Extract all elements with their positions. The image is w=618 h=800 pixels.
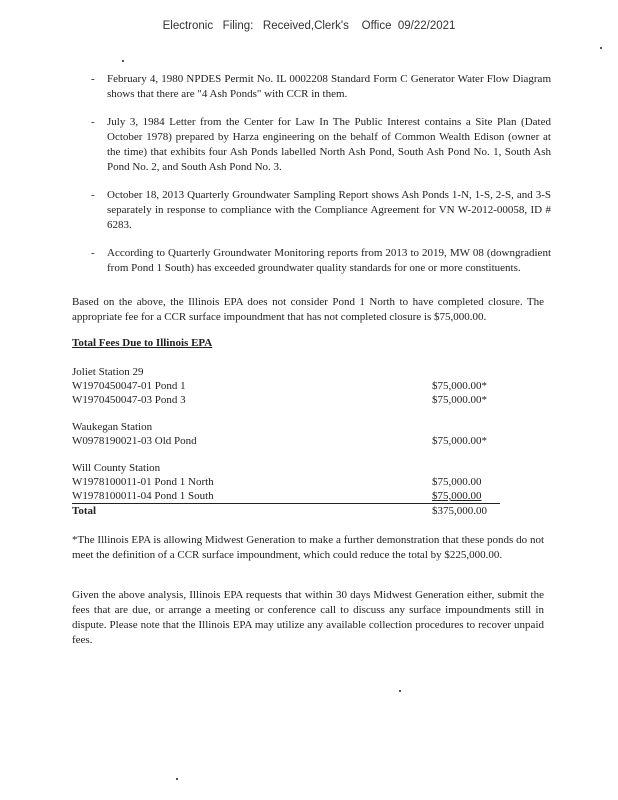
- fee-amount: $75,000.00*: [432, 435, 487, 447]
- list-item: [91, 188, 551, 233]
- list-item: [91, 115, 551, 175]
- fee-amount: $75,000.00: [432, 476, 482, 488]
- pond-label: W1978100011-04 Pond 1 South: [72, 490, 214, 502]
- evidence-list: [91, 72, 551, 289]
- total-label: Total: [72, 505, 97, 517]
- list-item: [91, 246, 551, 276]
- filing-header: Electronic Filing: Received,Clerk's Office 09/22/2021: [162, 20, 456, 32]
- fee-amount: $75,000.00*: [432, 380, 487, 392]
- pond-label: W1978100011-01 Pond 1 North: [72, 476, 214, 488]
- scan-speck: [122, 60, 124, 62]
- station-name: Will County Station: [72, 462, 161, 474]
- request-paragraph: Given the above analysis, Illinois EPA requests that within 30 days Midwest Generation either, submit the fees that are due, or arrange a meeting or conference call to discuss any surface impoundments still in dispute. Please note that the Illinois EPA may utilize any available collection procedures to recover unpaid fees.: [72, 589, 544, 646]
- bullet-dash: -: [91, 116, 95, 128]
- pond-label: W1970450047-03 Pond 3: [72, 394, 186, 406]
- list-item: [91, 72, 551, 102]
- bullet-dash: -: [91, 73, 95, 85]
- scan-speck: [399, 690, 401, 692]
- bullet-dash: -: [91, 247, 95, 259]
- table-row: [72, 475, 500, 489]
- conclusion-paragraph: Based on the above, the Illinois EPA does not consider Pond 1 North to have completed closure. The appropriate fee for a CCR surface impoundment that has not completed closure is $75,000.00.: [72, 296, 544, 323]
- footnote-paragraph: *The Illinois EPA is allowing Midwest Generation to make a further demonstration that these ponds do not meet the definition of a CCR surface impoundment, which could reduce the total by $225,000.00.: [72, 534, 544, 561]
- fees-table: [72, 365, 500, 518]
- station-block: [72, 420, 500, 448]
- station-name: Joliet Station 29: [72, 366, 144, 378]
- bullet-text: July 3, 1984 Letter from the Center for Law In The Public Interest contains a Site Plan (Dated October 1978) prepared by Harza engineering on the behalf of Common Wealth Edison (owner at the time) that exhibits four Ash Ponds labelled North Ash Pond, South Ash Pond No. 1, South Ash Pond No. 2, and South Ash Pond No. 3.: [107, 116, 551, 173]
- fee-amount: $75,000.00: [432, 490, 482, 502]
- total-amount: $375,000.00: [432, 505, 487, 517]
- pond-label: W0978190021-03 Old Pond: [72, 435, 197, 447]
- station-name: Waukegan Station: [72, 421, 153, 433]
- bullet-text: According to Quarterly Groundwater Monitoring reports from 2013 to 2019, MW 08 (downgradient from Pond 1 South) has exceeded groundwater quality standards for one or more constituents.: [107, 247, 551, 274]
- total-row: [72, 503, 500, 518]
- pond-label: W1970450047-01 Pond 1: [72, 380, 186, 392]
- table-row: [72, 379, 500, 393]
- station-block: [72, 365, 500, 407]
- scan-speck: [600, 47, 602, 49]
- bullet-dash: -: [91, 189, 95, 201]
- bullet-text: October 18, 2013 Quarterly Groundwater Sampling Report shows Ash Ponds 1-N, 1-S, 2-S, and 3-S separately in response to compliance with the Compliance Agreement for VN W-2012-00058, ID # 6283.: [107, 189, 551, 231]
- table-row: [72, 393, 500, 407]
- scan-speck: [176, 778, 178, 780]
- station-block: [72, 461, 500, 503]
- fee-amount: $75,000.00*: [432, 394, 487, 406]
- bullet-text: February 4, 1980 NPDES Permit No. IL 0002208 Standard Form C Generator Water Flow Diagram shows that there are "4 Ash Ponds" with CCR in them.: [107, 73, 551, 100]
- table-row: [72, 489, 500, 503]
- table-row: [72, 434, 500, 448]
- fees-section-title: Total Fees Due to Illinois EPA: [72, 337, 213, 349]
